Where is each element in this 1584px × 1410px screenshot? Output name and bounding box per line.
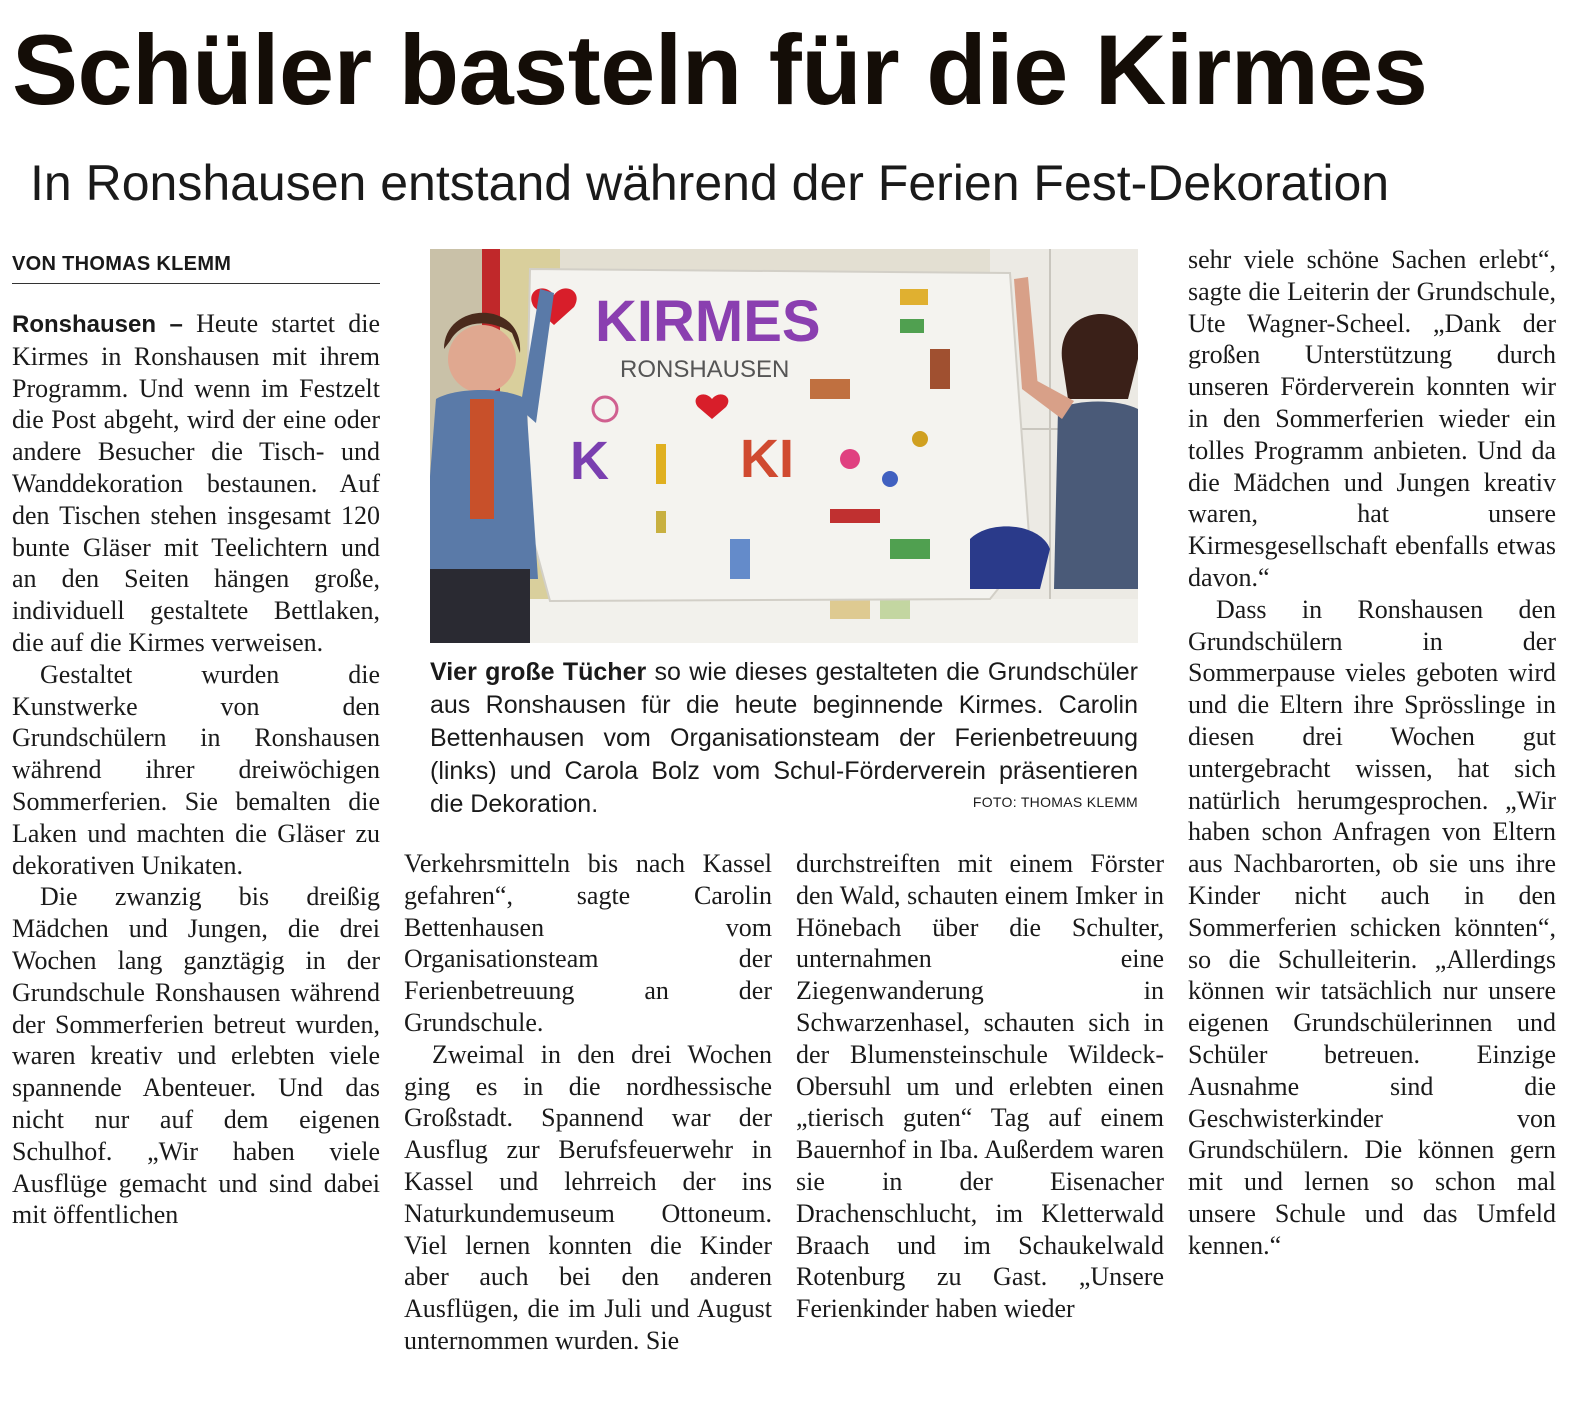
caption-text: so wie dieses gestalteten die Grundschüler aus Ronshausen für die heute beginnende Kirmes. Carolin Bettenhausen vom Organisationsteam der Ferienbetreuung (links) und Carola Bolz vom Schul-Förderverein präsentieren die Dekoration. — [430, 658, 1138, 818]
dateline: Ronshausen – — [12, 311, 183, 338]
paragraph: Verkehrsmitteln bis nach Kassel gefahren“, sagte Carolin Bettenhausen vom Organisationsteam der Ferienbetreuung an der Grundschule. — [404, 849, 772, 1037]
banner-title: KIRMES — [595, 289, 821, 354]
paragraph — [12, 308, 380, 659]
caption-lead: Vier große Tücher — [430, 658, 647, 686]
photo-credit: FOTO: THOMAS KLEMM — [972, 794, 1138, 810]
svg-text:K: K — [570, 431, 609, 491]
paragraph: Gestaltet wurden die Kunstwerke von den Grundschülern in Ronshausen während ihrer dreiwöchigen Sommerferien. Sie bemalten die Laken und machten die Gläser zu dekorativen Unikaten. — [12, 659, 380, 880]
banner-subtitle: RONSHAUSEN — [620, 356, 790, 383]
paragraph: Dass in Ronshausen den Grundschülern in der Sommerpause vieles geboten wird und die Eltern ihre Sprösslinge in diesen drei Wochen gut untergebracht wissen, hat sich natürlich herumgesprochen. „Wir haben schon Anfragen von Eltern aus Nachbarorten, ob sie uns ihre Kinder nicht auch in den Sommerferien schicken könnten“, so die Schulleiterin. „Allerdings können wir tatsächlich nur unsere eigenen Grundschülerinnen und Schüler betreuen. Einzige Ausnahme sind die Geschwisterkinder von Grundschülern. Die können gern mit und lernen so schon mal unsere Schule und das Umfeld kennen.“ — [1188, 594, 1556, 1260]
text-column-3 — [796, 848, 1164, 1325]
svg-text:KI: KI — [740, 429, 794, 489]
paragraph: Zweimal in den drei Wochen ging es in die nordhessische Großstadt. Spannend war der Ausflug zur Berufsfeuerwehr in Kassel und lehrreich der ins Naturkundemuseum Ottoneum. Viel lernen konnten die Kinder aber auch bei den anderen Ausflügen, die im Juli und August unternommen wurden. Sie — [404, 1039, 772, 1355]
article-photo — [430, 249, 1138, 643]
paragraph: durchstreiften mit einem Förster den Wald, schauten einem Imker in Hönebach über die Schulter, unternahmen eine Ziegenwanderung in Schwarzenhasel, schauten sich in der Blumensteinschule Wildeck-Obersuhl um und erlebten einen „tierisch guten“ Tag auf einem Bauernhof in Iba. Außerdem waren sie in der Eisenacher Drachenschlucht, im Kletterwald Braach und im Schaukelwald Rotenburg zu Gast. „Unsere Ferienkinder haben wieder — [796, 849, 1164, 1324]
byline: VON THOMAS KLEMM — [12, 250, 380, 284]
text-column-4 — [1188, 244, 1556, 1262]
photo-illustration — [430, 249, 1138, 643]
paragraph: Die zwanzig bis dreißig Mädchen und Jungen, die drei Wochen lang ganztägig in der Grundschule Ronshausen während der Sommerferien betreut wurden, waren kreativ und erlebten viele spannende Abenteuer. Und das nicht nur auf dem eigenen Schulhof. „Wir haben viele Ausflüge gemacht und sind dabei mit öffentlichen — [12, 882, 380, 1230]
text-column-2 — [404, 848, 772, 1357]
headline: Schüler basteln für die Kirmes — [12, 14, 1428, 125]
paragraph: sehr viele schöne Sachen erlebt“, sagte die Leiterin der Grundschule, Ute Wagner-Scheel. „Dank der großen Unterstützung durch unseren Förderverein konnten wir in den Sommerferien wieder ein tolles Programm anbieten. Und da die Mädchen und Jungen kreativ waren, hat unsere Kirmesgesellschaft ebenfalls etwas davon.“ — [1188, 245, 1556, 592]
subheadline: In Ronshausen entstand während der Ferien Fest-Dekoration — [30, 155, 1390, 211]
paragraph-text: Heute startet die Kirmes in Ronshausen mit ihrem Programm. Und wenn im Festzelt die Post abgeht, wird der eine oder andere Besucher die Tisch- und Wanddekoration bestaunen. Auf den Tischen stehen insgesamt 120 bunte Gläser mit Teelichtern und an den Seiten hängen große, individuell gestaltete Bettlaken, die auf die Kirmes verweisen. — [12, 309, 380, 657]
text-column-1 — [12, 308, 380, 1231]
